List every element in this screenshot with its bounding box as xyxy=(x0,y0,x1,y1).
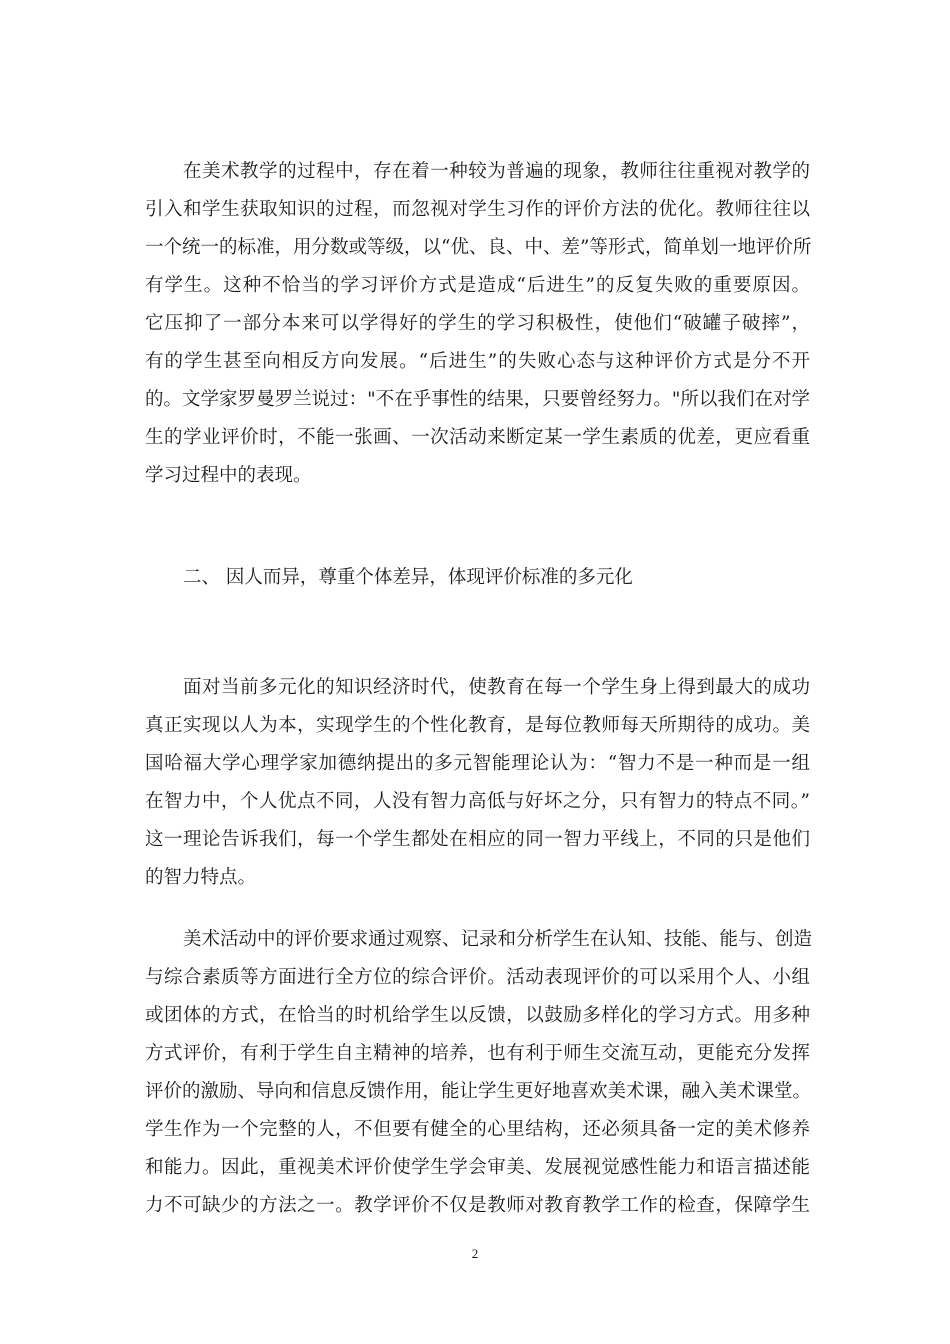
paragraph-line: 或团体的方式，在恰当的时机给学生以反馈，以鼓励多样化的学习方式。用多种 xyxy=(145,1005,810,1026)
paragraph-line: 方式评价，有利于学生自主精神的培养，也有利于师生交流互动，更能充分发挥 xyxy=(145,1043,810,1064)
page-number: 2 xyxy=(471,1246,479,1261)
paragraph-line: 的。文学家罗曼罗兰说过："不在乎事性的结果，只要曾经努力。"所以我们在对学 xyxy=(145,389,810,410)
paragraph-line: 评价的激励、导向和信息反馈作用，能让学生更好地喜欢美术课，融入美术课堂。 xyxy=(145,1081,812,1102)
paragraph-line: 和能力。因此，重视美术评价使学生学会审美、发展视觉感性能力和语言描述能 xyxy=(145,1157,810,1178)
paragraph-line: 力不可缺少的方法之一。教学评价不仅是教师对教育教学工作的检查，保障学生 xyxy=(145,1195,810,1216)
paragraph-line: 这一理论告诉我们，每一个学生都处在相应的同一智力平线上，不同的只是他们 xyxy=(145,829,810,850)
paragraph-line: 引入和学生获取知识的过程，而忽视对学生习作的评价方法的优化。教师往往以 xyxy=(145,199,810,220)
paragraph-line: 它压抑了一部分本来可以学得好的学生的学习积极性，使他们“破罐子破摔”， xyxy=(145,313,810,334)
paragraph-line: 有学生。这种不恰当的学习评价方式是造成“后进生”的反复失败的重要原因。 xyxy=(145,275,810,296)
paragraph-line: 的智力特点。 xyxy=(145,867,257,888)
paragraph-line: 一个统一的标准，用分数或等级，以“优、良、中、差”等形式，简单划一地评价所 xyxy=(145,237,812,258)
paragraph-line: 与综合素质等方面进行全方位的综合评价。活动表现评价的可以采用个人、小组 xyxy=(145,967,810,988)
paragraph-line: 生的学业评价时，不能一张画、一次活动来断定某一学生素质的优差，更应看重 xyxy=(145,427,810,448)
paragraph-line: 真正实现以人为本，实现学生的个性化教育，是每位教师每天所期待的成功。美 xyxy=(145,715,810,736)
paragraph-line: 有的学生甚至向相反方向发展。“后进生”的失败心态与这种评价方式是分不开 xyxy=(145,351,810,372)
paragraph-line: 美术活动中的评价要求通过观察、记录和分析学生在认知、技能、能与、创造 xyxy=(183,929,813,950)
paragraph-line: 在美术教学的过程中，存在着一种较为普遍的现象，教师往往重视对教学的 xyxy=(183,161,810,182)
paragraph-line: 学生作为一个完整的人，不但要有健全的心里结构，还必须具备一定的美术修养 xyxy=(145,1119,810,1140)
paragraph-line: 国哈福大学心理学家加德纳提出的多元智能理论认为：“智力不是一种而是一组 xyxy=(145,753,810,774)
section-heading: 二、 因人而异，尊重个体差异，体现评价标准的多元化 xyxy=(183,567,633,588)
paragraph-line: 学习过程中的表现。 xyxy=(145,465,312,486)
paragraph-line: 面对当前多元化的知识经济时代，使教育在每一个学生身上得到最大的成功 xyxy=(183,677,810,698)
paragraph-line: 在智力中，个人优点不同，人没有智力高低与好坏之分，只有智力的特点不同。” xyxy=(145,791,810,812)
